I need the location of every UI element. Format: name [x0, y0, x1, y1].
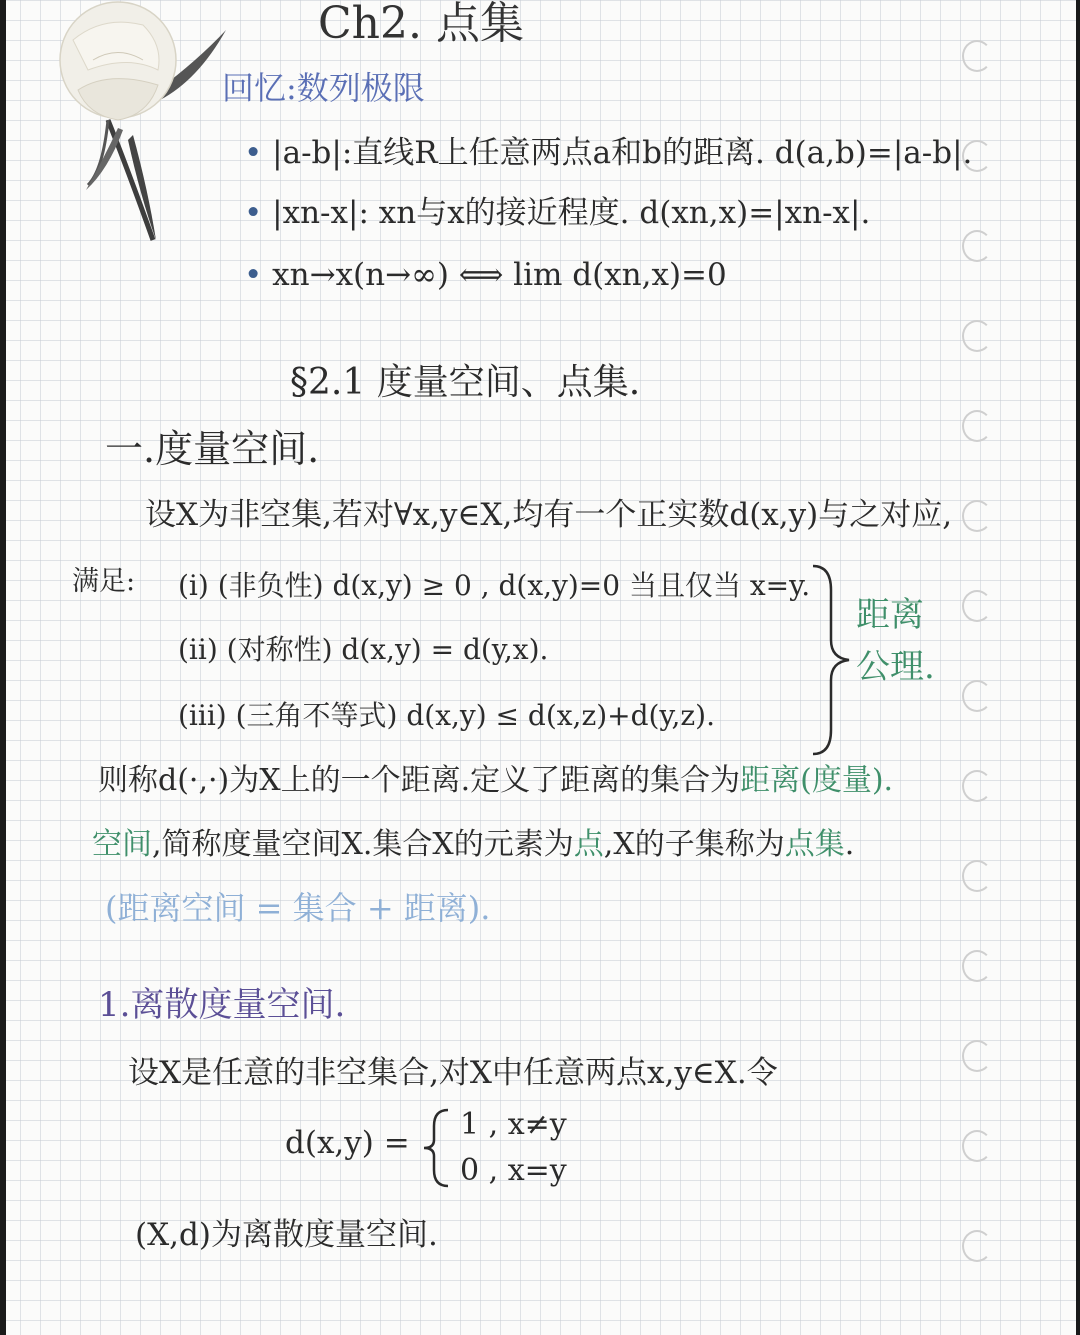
section-heading: §2.1 度量空间、点集.	[290, 362, 641, 403]
conclusion-line-2-end: .	[844, 827, 855, 862]
left-brace-icon	[420, 1106, 454, 1190]
discrete-line-1: 设X是任意的非空集合,对X中任意两点x,y∈X.令	[128, 1055, 778, 1091]
conclusion-line-2-text: ,简称度量空间X.集合X的元素为	[152, 827, 574, 862]
conclusion-line-1	[98, 763, 894, 798]
axiom-1: (i) (非负性) d(x,y) ≥ 0 , d(x,y)=0 当且仅当 x=y.	[178, 569, 811, 602]
bullet-icon: •	[244, 257, 263, 293]
recall-item-1-text: |a-b|:直线R上任意两点a和b的距离. d(a,b)=|a-b|.	[272, 135, 973, 171]
axiom-2: (ii) (对称性) d(x,y) = d(y,x).	[178, 633, 549, 666]
formula-note: (距离空间 = 集合 + 距离).	[105, 889, 491, 927]
subsection-heading: 一.度量空间.	[105, 427, 320, 471]
recall-item-2-text: |xn-x|: xn与x的接近程度. d(xn,x)=|xn-x|.	[272, 195, 871, 231]
bullet-icon: •	[244, 195, 263, 231]
ring-marks	[962, 30, 1002, 1330]
chapter-title: Ch2. 点集	[318, 0, 524, 49]
discrete-conclusion: (X,d)为离散度量空间.	[135, 1217, 438, 1253]
discrete-case-1: 1 , x≠y	[460, 1107, 567, 1142]
axiom-3: (iii) (三角不等式) d(x,y) ≤ d(x,z)+d(y,z).	[178, 699, 716, 732]
point-term: 点	[573, 827, 604, 862]
recall-item-2	[244, 195, 871, 231]
conclusion-line-2	[92, 827, 855, 862]
discrete-case-2: 0 , x=y	[460, 1153, 567, 1188]
right-brace-icon	[805, 560, 855, 760]
discrete-formula-lhs: d(x,y) =	[285, 1125, 410, 1161]
space-term: 空间	[92, 827, 152, 862]
discrete-heading: 1.离散度量空间.	[98, 985, 346, 1025]
recall-item-3-text: xn→x(n→∞) ⟺ lim d(xn,x)=0	[272, 257, 727, 293]
left-edge	[0, 0, 6, 1335]
bullet-icon: •	[244, 135, 263, 171]
recall-item-1	[244, 135, 973, 171]
recall-heading: 回忆:数列极限	[222, 69, 425, 107]
satisfy-label: 满足:	[72, 566, 136, 597]
metric-term: 距离(度量).	[740, 763, 894, 798]
recall-item-3	[244, 257, 727, 293]
conclusion-line-2-mid: ,X的子集称为	[603, 827, 785, 862]
conclusion-line-1-text: 则称d(·,·)为X上的一个距离.定义了距离的集合为	[98, 763, 741, 798]
flower-sticker-icon	[48, 0, 238, 250]
definition-line-1: 设X为非空集,若对∀x,y∈X,均有一个正实数d(x,y)与之对应,	[145, 497, 953, 533]
right-edge	[1076, 0, 1080, 1335]
axiom-label-2: 公理.	[856, 647, 935, 687]
point-set-term: 点集	[784, 827, 845, 862]
axiom-label-1: 距离	[856, 595, 924, 635]
